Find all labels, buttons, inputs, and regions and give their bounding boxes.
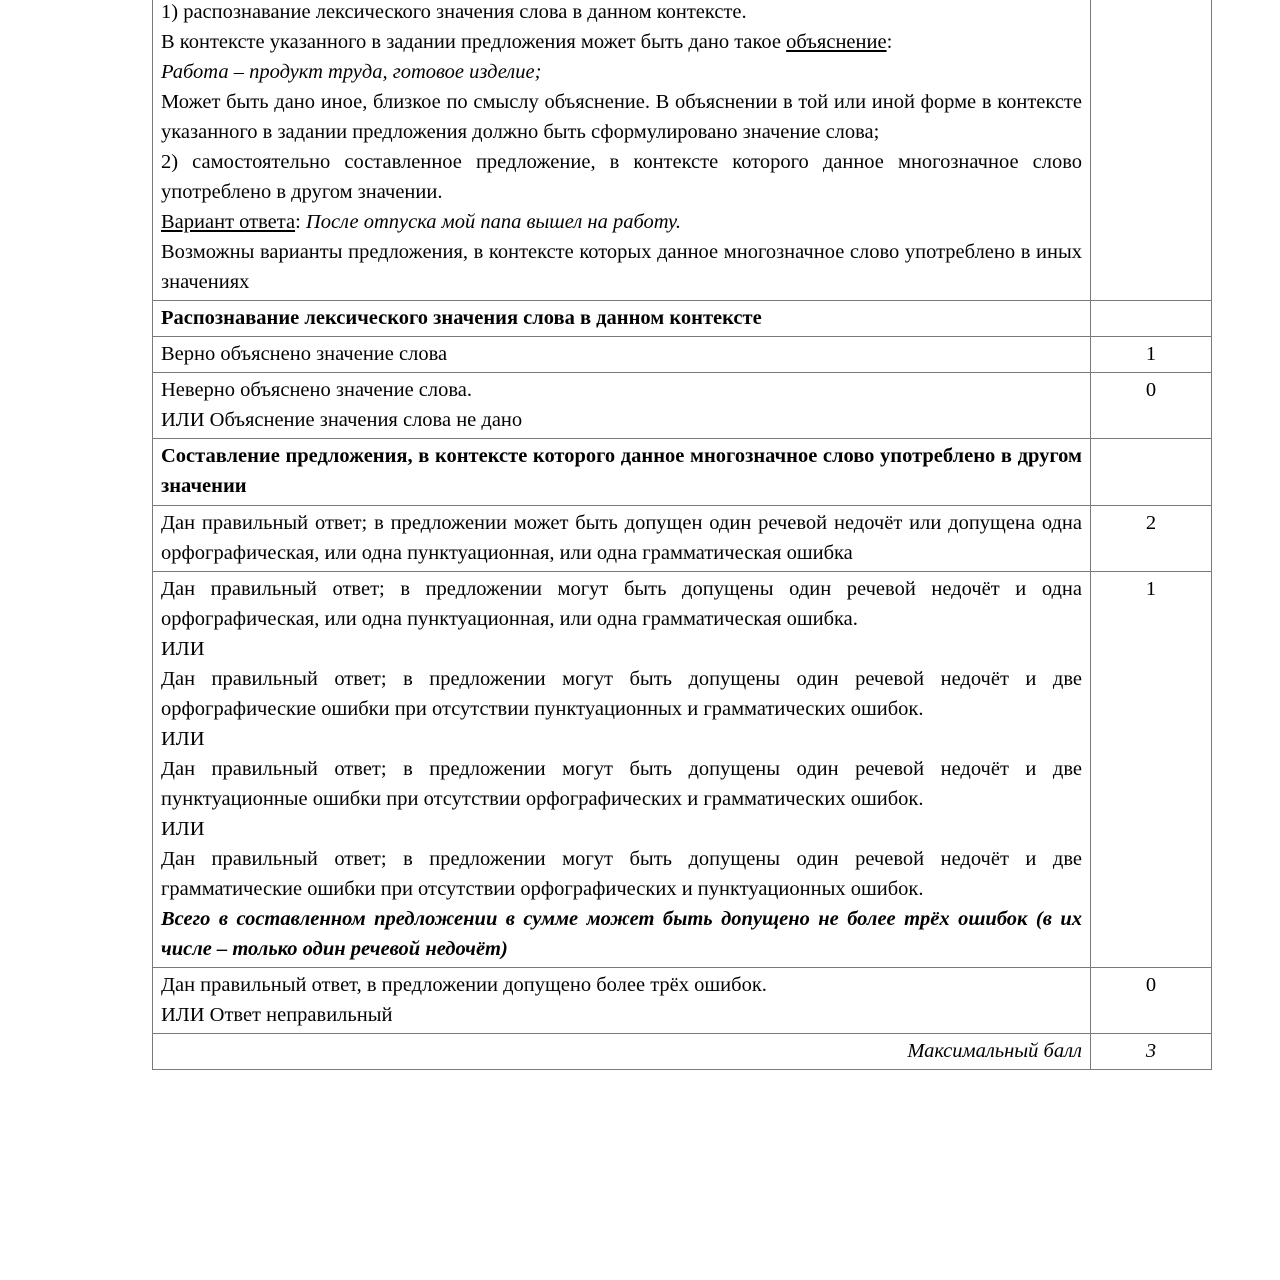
criterion-2-level-0-line-2: ИЛИ Ответ неправильный xyxy=(161,1004,393,1026)
answer-explanation-lead-text: В контексте указанного в задании предложения может быть дано такое xyxy=(161,31,782,54)
criterion-1-level-0-line-1: Неверно объяснено значение слова. xyxy=(161,379,473,402)
table-row-criterion-1-score-0 xyxy=(153,373,1212,439)
answer-explanation-lead xyxy=(161,27,1082,57)
table-row-criterion-2-score-0 xyxy=(153,967,1212,1033)
criterion-1-level-1-text: Верно объяснено значение слова xyxy=(153,337,1091,373)
answer-variant-label: Вариант ответа xyxy=(161,211,296,234)
criterion-2-level-1-variant-1: Дан правильный ответ; в предложении могут быть допущены один речевой недочёт и одна орфографическая, или одна пунктуационная, или одна грамматическая ошибка. xyxy=(161,577,1082,630)
maximum-score-label: Максимальный балл xyxy=(153,1034,1091,1070)
table-row-criterion-2-score-2 xyxy=(153,505,1212,571)
criterion-1-level-1-score: 1 xyxy=(1091,337,1212,373)
table-row-criterion-1-score-1 xyxy=(153,337,1212,373)
table-row-criterion-2-heading xyxy=(153,439,1212,505)
criterion-2-level-1-or-3: ИЛИ xyxy=(161,817,205,840)
criterion-2-level-1-variant-4: Дан правильный ответ; в предложении могут быть допущены один речевой недочёт и две грамматические ошибки при отсутствии орфографических и пунктуационных ошибок. xyxy=(161,847,1082,900)
criterion-2-level-0-text xyxy=(153,967,1091,1033)
criterion-2-level-1-variant-2: Дан правильный ответ; в предложении могут быть допущены один речевой недочёт и две орфографические ошибки при отсутствии пунктуационных и грамматических ошибок. xyxy=(161,667,1082,720)
answer-explanation-keyword: объяснение xyxy=(786,31,887,54)
criterion-2-level-1-or-2: ИЛИ xyxy=(161,727,205,750)
criterion-1-level-0-text xyxy=(153,373,1091,439)
answer-meaning-example: Работа – продукт труда, готовое изделие; xyxy=(161,61,542,84)
criterion-2-level-2-score: 2 xyxy=(1091,505,1212,571)
answer-explanation-note: Может быть дано иное, близкое по смыслу объяснение. В объяснении в той или иной форме в контексте указанного в задании предложения должно быть сформулировано значение слова; xyxy=(161,91,1082,144)
answer-explanation-colon: : xyxy=(886,31,893,54)
rubric-table-container xyxy=(152,0,1211,1070)
criterion-1-level-0-line-2: ИЛИ Объяснение значения слова не дано xyxy=(161,409,523,432)
answer-variant-example: После отпуска мой папа вышел на работу. xyxy=(305,211,681,234)
criterion-1-heading-score xyxy=(1091,301,1212,337)
answer-variant-line xyxy=(161,207,1082,237)
criterion-2-level-0-line-1: Дан правильный ответ, в предложении допущено более трёх ошибок. xyxy=(161,973,767,996)
criterion-2-level-1-text xyxy=(153,571,1091,967)
criterion-1-level-0-score: 0 xyxy=(1091,373,1212,439)
answer-point-2: 2) самостоятельно составленное предложение, в контексте которого данное многозначное слово употреблено в другом значении. xyxy=(161,151,1082,204)
grading-rubric-table xyxy=(152,0,1212,1070)
answer-content-score-cell xyxy=(1091,0,1212,301)
criterion-2-level-1-or-1: ИЛИ xyxy=(161,637,205,660)
table-row-criterion-2-score-1 xyxy=(153,571,1212,967)
table-row-maximum-score xyxy=(153,1034,1212,1070)
table-row-answer-content xyxy=(153,0,1212,301)
criterion-2-level-1-score: 1 xyxy=(1091,571,1212,967)
maximum-score-value: 3 xyxy=(1091,1034,1212,1070)
answer-variant-colon: : xyxy=(295,211,301,234)
table-row-criterion-1-heading xyxy=(153,301,1212,337)
criterion-2-heading-score xyxy=(1091,439,1212,505)
criterion-2-level-0-score: 0 xyxy=(1091,967,1212,1033)
answer-other-variants-note: Возможны варианты предложения, в контексте которых данное многозначное слово употреблено в иных значениях xyxy=(161,241,1082,294)
criterion-2-heading: Составление предложения, в контексте которого данное многозначное слово употреблено в другом значении xyxy=(153,439,1091,505)
criterion-1-heading: Распознавание лексического значения слова в данном контексте xyxy=(153,301,1091,337)
criterion-2-level-2-text: Дан правильный ответ; в предложении может быть допущен один речевой недочёт или допущена одна орфографическая, или одна пунктуационная, или одна грамматическая ошибка xyxy=(153,505,1091,571)
criterion-2-level-1-variant-3: Дан правильный ответ; в предложении могут быть допущены один речевой недочёт и две пунктуационные ошибки при отсутствии орфографических и грамматических ошибок. xyxy=(161,757,1082,810)
criterion-2-level-1-note: Всего в составленном предложении в сумме может быть допущено не более трёх ошибок (в их числе – только один речевой недочёт) xyxy=(161,907,1082,960)
answer-content-cell xyxy=(153,0,1091,301)
answer-point-1: 1) распознавание лексического значения слова в данном контексте. xyxy=(161,1,747,23)
